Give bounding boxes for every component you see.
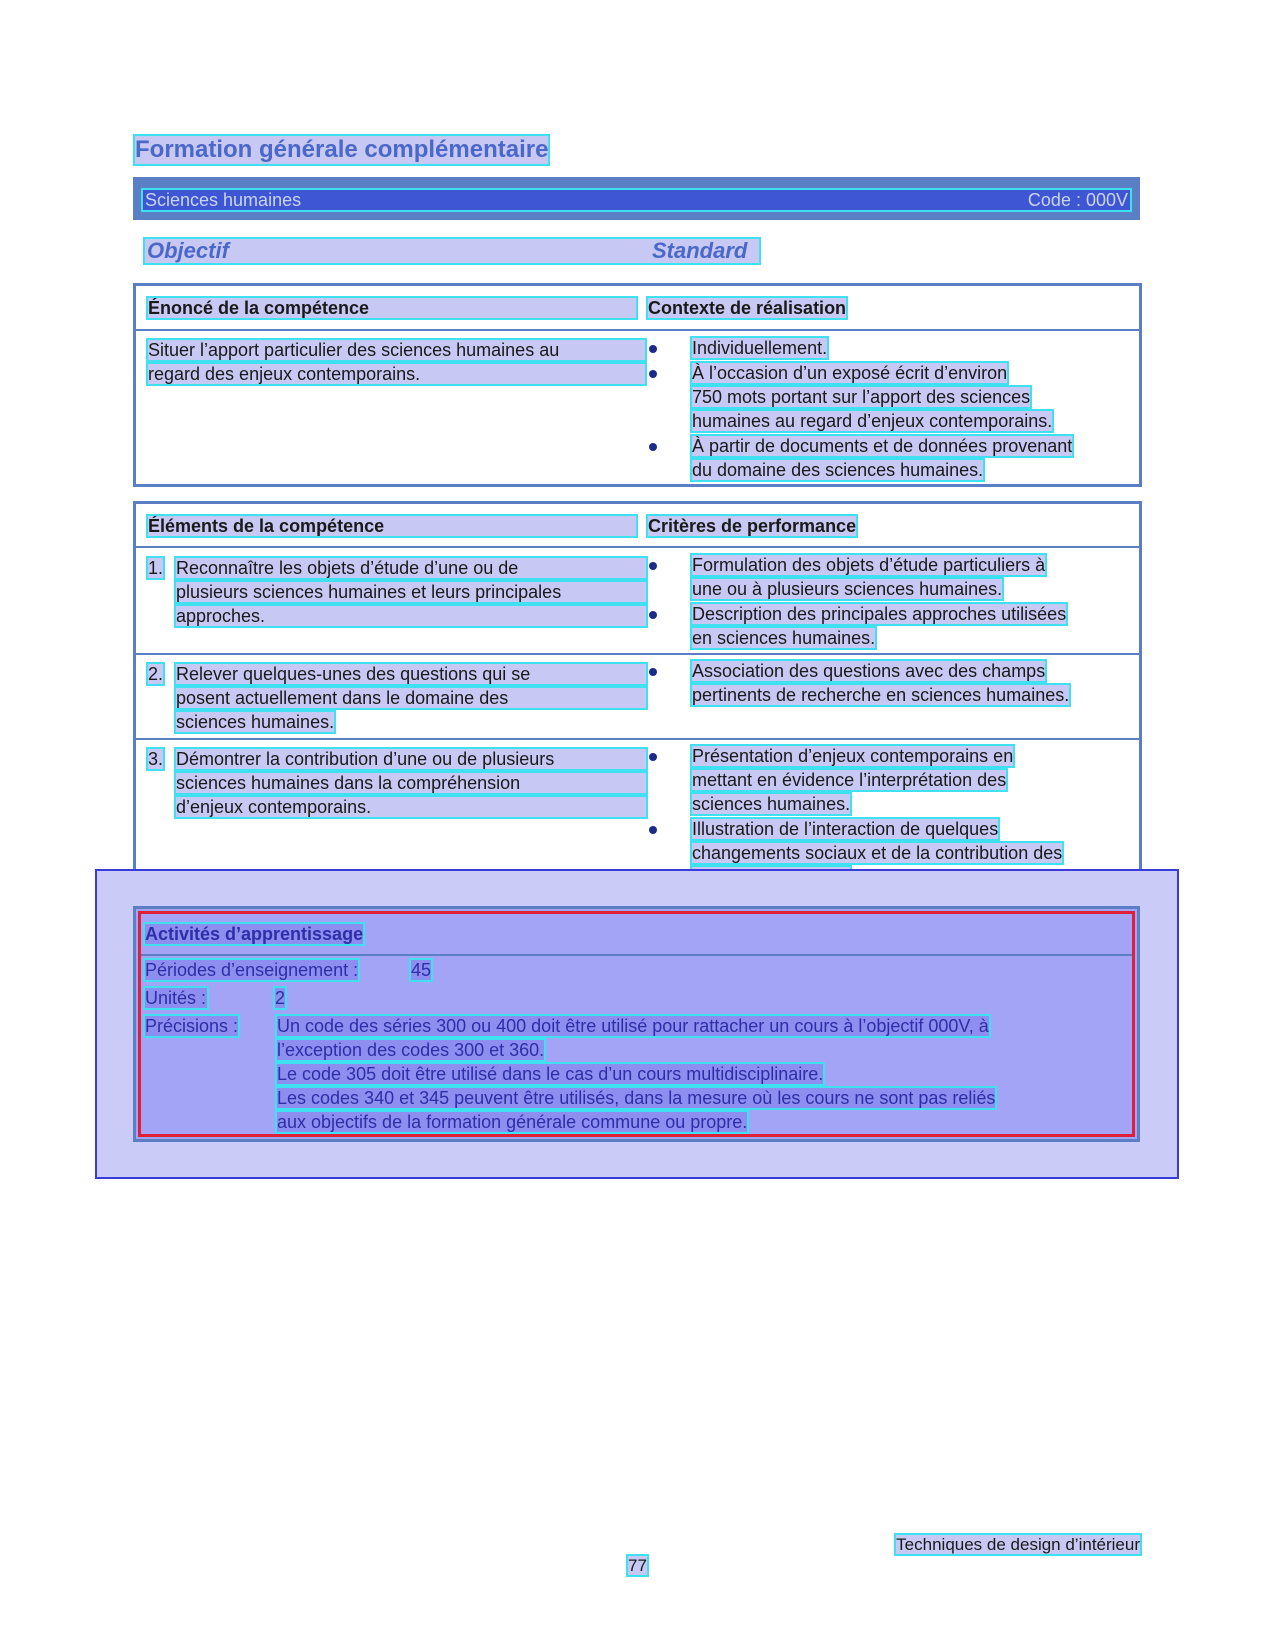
bullet-icon <box>649 562 657 570</box>
activities-title: Activités d’apprentissage <box>145 924 364 944</box>
criterion-line: Association des questions avec des champs <box>692 661 1046 681</box>
element-line: Reconnaître les objets d’étude d’une ou de <box>176 558 646 578</box>
subject-name: Sciences humaines <box>145 190 302 210</box>
precisions-line: Un code des séries 300 ou 400 doit être utilisé pour rattacher un cours à l’objectif 000V, à <box>277 1016 989 1036</box>
precisions-label: Précisions : <box>145 1016 239 1036</box>
standard-label: Standard <box>652 238 748 263</box>
statement-line: Situer l’apport particulier des sciences humaines au <box>148 340 645 360</box>
element-line: Démontrer la contribution d’une ou de plusieurs <box>176 749 646 769</box>
context-line: À partir de documents et de données provenant <box>692 436 1073 456</box>
element-number: 3. <box>148 749 164 769</box>
col-header-criteres: Critères de performance <box>648 516 857 536</box>
element-line: Relever quelques-unes des questions qui se <box>176 664 646 684</box>
col-header-elements: Éléments de la compétence <box>148 516 636 536</box>
bullet-icon <box>649 753 657 761</box>
bullet-icon <box>649 345 657 353</box>
col-header-enonce: Énoncé de la compétence <box>148 298 636 318</box>
element-line: posent actuellement dans le domaine des <box>176 688 646 708</box>
activities-divider <box>141 954 1132 956</box>
criterion-line: Présentation d’enjeux contemporains en <box>692 746 1014 766</box>
criterion-line: une ou à plusieurs sciences humaines. <box>692 579 1003 599</box>
periods-value: 45 <box>411 960 432 980</box>
criterion-line: sciences humaines. <box>692 794 851 814</box>
units-value: 2 <box>275 988 286 1008</box>
element-line: approches. <box>176 606 646 626</box>
precisions-line: l’exception des codes 300 et 360. <box>277 1040 545 1060</box>
bullet-icon <box>649 370 657 378</box>
objectif-label: Objectif <box>147 238 229 263</box>
context-line: humaines au regard d’enjeux contemporains. <box>692 411 1053 431</box>
elements-table <box>133 501 1142 893</box>
element-line: sciences humaines. <box>176 712 335 732</box>
page-number: 77 <box>628 1556 647 1575</box>
statement-line: regard des enjeux contemporains. <box>148 364 645 384</box>
criterion-line: pertinents de recherche en sciences humaines. <box>692 685 1070 705</box>
table-divider <box>136 329 1139 331</box>
competence-table <box>133 283 1142 487</box>
precisions-line: Le code 305 doit être utilisé dans le cas d’un cours multidisciplinaire. <box>277 1064 824 1084</box>
objectif-standard-labels <box>145 239 759 263</box>
criterion-line: changements sociaux et de la contribution des <box>692 843 1063 863</box>
row-divider <box>136 738 1139 740</box>
precisions-line: aux objectifs de la formation générale commune ou propre. <box>277 1112 748 1132</box>
bullet-icon <box>649 443 657 451</box>
subject-bar <box>143 190 1130 210</box>
criterion-line: Description des principales approches utilisées <box>692 604 1067 624</box>
element-line: d’enjeux contemporains. <box>176 797 646 817</box>
row-divider <box>136 653 1139 655</box>
criterion-line: Illustration de l’interaction de quelques <box>692 819 999 839</box>
bullet-icon <box>649 668 657 676</box>
element-number: 1. <box>148 558 164 578</box>
element-line: plusieurs sciences humaines et leurs principales <box>176 582 646 602</box>
subject-code: Code : 000V <box>1027 190 1128 210</box>
table-divider <box>136 546 1139 548</box>
bullet-icon <box>649 826 657 834</box>
context-line: 750 mots portant sur l’apport des sciences <box>692 387 1031 407</box>
page-title: Formation générale complémentaire <box>135 136 549 163</box>
precisions-line: Les codes 340 et 345 peuvent être utilisés, dans la mesure où les cours ne sont pas reliés <box>277 1088 996 1108</box>
criterion-line: Formulation des objets d’étude particuliers à <box>692 555 1046 575</box>
context-line: Individuellement. <box>692 338 828 358</box>
col-header-contexte: Contexte de réalisation <box>648 298 847 318</box>
activities-selected-region[interactable] <box>138 911 1135 1137</box>
element-line: sciences humaines dans la compréhension <box>176 773 646 793</box>
bullet-icon <box>649 611 657 619</box>
context-line: du domaine des sciences humaines. <box>692 460 984 480</box>
criterion-line: en sciences humaines. <box>692 628 876 648</box>
context-line: À l’occasion d’un exposé écrit d’environ <box>692 363 1008 383</box>
footer-program: Techniques de design d’intérieur <box>896 1535 1140 1554</box>
units-label: Unités : <box>145 988 207 1008</box>
element-number: 2. <box>148 664 164 684</box>
periods-label: Périodes d’enseignement : <box>145 960 359 980</box>
criterion-line: mettant en évidence l’interprétation des <box>692 770 1007 790</box>
